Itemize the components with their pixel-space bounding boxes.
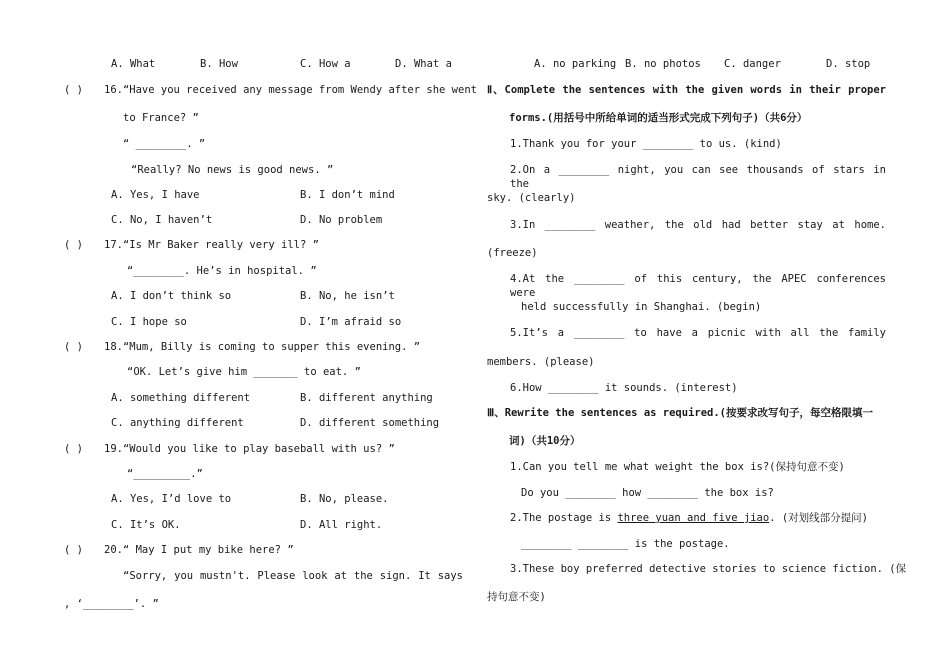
- question-18-line2: “OK. Let’s give him _______ to eat. ”: [127, 366, 361, 378]
- option-c: C. danger: [724, 58, 781, 70]
- question-19-line2: “_________.”: [127, 468, 203, 480]
- option-16-c: C. No, I haven’t: [111, 214, 213, 226]
- question-17-line2: “________. He’s in hospital. ”: [127, 265, 317, 277]
- section-3-rewrite-3b: 持句意不变): [487, 591, 546, 603]
- rewrite-2-underlined: three yuan and five jiao: [617, 512, 770, 524]
- option-16-d: D. No problem: [300, 214, 383, 226]
- option-18-d: D. different something: [300, 417, 440, 429]
- option-16-b: B. I don’t mind: [300, 189, 395, 201]
- section-2-title-line2: forms.(用括号中所给单词的适当形式完成下列句子)（共6分）: [509, 112, 808, 124]
- answer-paren-20: ( ): [64, 544, 83, 556]
- option-18-c: C. anything different: [111, 417, 244, 429]
- question-20-line3: , ‘________’. ”: [64, 598, 159, 610]
- option-d: D. What a: [395, 58, 452, 70]
- section-2-sentence-6: 6.How ________ it sounds. (interest): [510, 382, 738, 394]
- question-18-line1: 18.“Mum, Billy is coming to supper this evening. ”: [104, 341, 421, 353]
- answer-paren-17: ( ): [64, 239, 83, 251]
- option-19-b: B. No, please.: [300, 493, 389, 505]
- section-2-sentence-3b: (freeze): [487, 247, 538, 259]
- option-17-a: A. I don’t think so: [111, 290, 232, 302]
- option-a: A. What: [111, 58, 156, 70]
- question-16-line1: 16.“Have you received any message from Wendy after she went: [104, 84, 477, 96]
- section-2-title-line1: Ⅱ、Complete the sentences with the given words in their proper: [487, 84, 886, 96]
- question-16-blank: “ ________. ”: [123, 138, 206, 150]
- option-c: C. How a: [300, 58, 351, 70]
- section-3-rewrite-1b: Do you ________ how ________ the box is?: [521, 487, 774, 499]
- section-3-rewrite-1a: 1.Can you tell me what weight the box is?(保持句意不变): [510, 461, 845, 473]
- option-a: A. no parking: [534, 58, 617, 70]
- question-16-line2: to France? ”: [123, 112, 199, 124]
- rewrite-2-prefix: 2.The postage is: [510, 512, 618, 524]
- option-19-d: D. All right.: [300, 519, 383, 531]
- section-2-sentence-4a: 4.At the ________ of this century, the APEC conferences were: [510, 273, 886, 299]
- question-20-line2: “Sorry, you mustn't. Please look at the sign. It says: [123, 570, 463, 582]
- question-17-line1: 17.“Is Mr Baker really very ill? ”: [104, 239, 319, 251]
- answer-paren-18: ( ): [64, 341, 83, 353]
- section-2-sentence-5b: members. (please): [487, 356, 595, 368]
- rewrite-2-suffix: . (对划线部分提问): [769, 512, 868, 524]
- option-17-c: C. I hope so: [111, 316, 187, 328]
- section-2-sentence-5a: 5.It’s a ________ to have a picnic with all the family: [510, 327, 886, 339]
- section-2-sentence-2b: sky. (clearly): [487, 192, 576, 204]
- section-2-sentence-2a: 2.On a ________ night, you can see thousands of stars in the: [510, 164, 886, 190]
- section-3-title-line2: 词)（共10分）: [509, 435, 581, 447]
- answer-paren-16: ( ): [64, 84, 83, 96]
- question-20-line1: 20.“ May I put my bike here? ”: [104, 544, 294, 556]
- option-19-c: C. It’s OK.: [111, 519, 181, 531]
- option-16-a: A. Yes, I have: [111, 189, 200, 201]
- question-19-line1: 19.“Would you like to play baseball with us? ”: [104, 443, 395, 455]
- question-16-reply: “Really? No news is good news. ”: [131, 164, 334, 176]
- option-b: B. How: [200, 58, 238, 70]
- answer-paren-19: ( ): [64, 443, 83, 455]
- option-18-a: A. something different: [111, 392, 251, 404]
- option-17-b: B. No, he isn’t: [300, 290, 395, 302]
- section-3-rewrite-2a: [510, 511, 868, 525]
- section-3-title-line1: Ⅲ、Rewrite the sentences as required.(按要求改写句子，每空格限填一: [487, 407, 873, 419]
- section-3-rewrite-2b: ________ ________ is the postage.: [521, 538, 730, 550]
- section-2-sentence-4b: held successfully in Shanghai. (begin): [521, 301, 762, 313]
- section-3-rewrite-3a: 3.These boy preferred detective stories to science fiction. (保: [510, 563, 907, 575]
- option-18-b: B. different anything: [300, 392, 433, 404]
- option-d: D. stop: [826, 58, 871, 70]
- option-17-d: D. I’m afraid so: [300, 316, 402, 328]
- option-b: B. no photos: [625, 58, 701, 70]
- section-2-sentence-3a: 3.In ________ weather, the old had better stay at home.: [510, 219, 886, 231]
- option-19-a: A. Yes, I’d love to: [111, 493, 232, 505]
- section-2-sentence-1: 1.Thank you for your ________ to us. (kind): [510, 138, 782, 150]
